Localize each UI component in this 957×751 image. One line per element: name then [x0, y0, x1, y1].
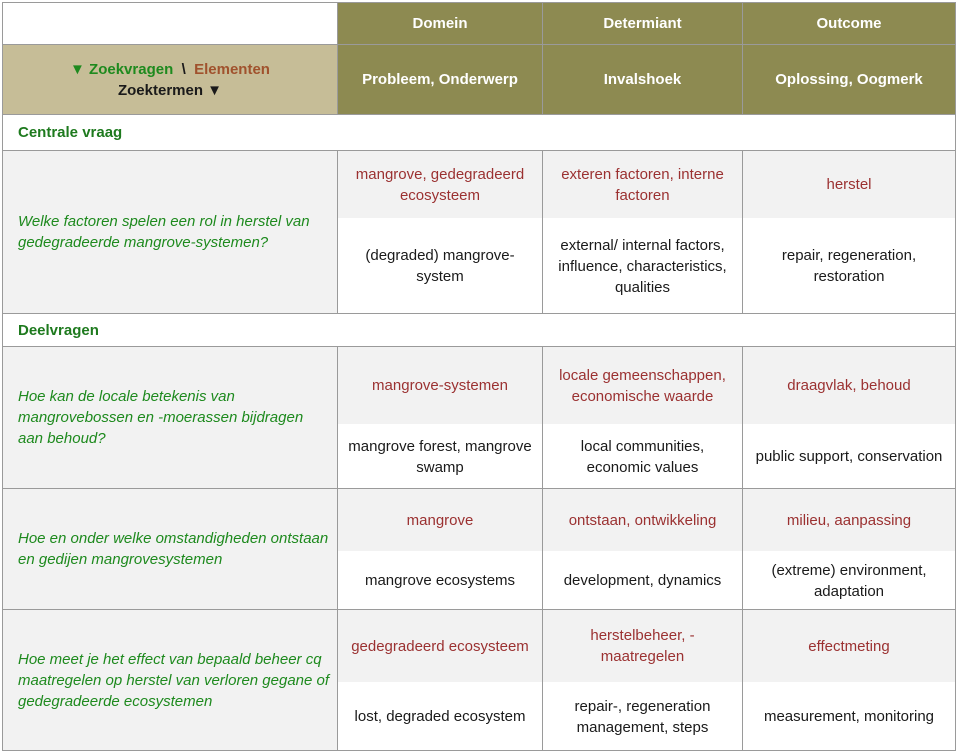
question-text: Hoe meet je het effect van bepaald beheer cq maatregelen op herstel van verloren gegane of gedegradeerde ecosystemen	[3, 610, 338, 751]
column-header-outcome: Outcome	[743, 3, 956, 45]
legend-separator: \	[181, 60, 186, 78]
question-row	[3, 489, 956, 610]
question-row	[3, 610, 956, 751]
determiant-nl: locale gemeenschappen, economische waarde	[543, 347, 742, 425]
domein-cell	[338, 489, 543, 610]
outcome-nl: milieu, aanpassing	[743, 489, 955, 552]
domein-nl: mangrove, gedegradeerd ecosysteem	[338, 151, 542, 219]
outcome-en: public support, conservation	[743, 425, 955, 488]
legend-cell	[3, 45, 338, 115]
question-text: Hoe kan de locale betekenis van mangrovebossen en -moerassen bijdragen aan behoud?	[3, 347, 338, 489]
domein-nl: mangrove-systemen	[338, 347, 542, 425]
determiant-cell	[543, 610, 743, 751]
header-row	[3, 3, 956, 45]
column-header-domein: Domein	[338, 3, 543, 45]
outcome-en: repair, regeneration, restoration	[743, 219, 955, 313]
determiant-cell	[543, 347, 743, 489]
domein-cell	[338, 347, 543, 489]
domein-cell	[338, 151, 543, 314]
outcome-nl: herstel	[743, 151, 955, 219]
subheader-determiant: Invalshoek	[543, 45, 743, 115]
legend-zoekvragen: ▼ Zoekvragen	[70, 60, 174, 78]
domein-en: mangrove forest, mangrove swamp	[338, 425, 542, 488]
outcome-nl: effectmeting	[743, 610, 955, 683]
outcome-cell	[743, 489, 956, 610]
section-row-central	[3, 115, 956, 151]
outcome-cell	[743, 610, 956, 751]
domein-en: lost, degraded ecosystem	[338, 683, 542, 750]
section-title-central: Centrale vraag	[3, 115, 956, 151]
determiant-en: local communities, economic values	[543, 425, 742, 488]
determiant-cell	[543, 489, 743, 610]
determiant-nl: exteren factoren, interne factoren	[543, 151, 742, 219]
subheader-domein: Probleem, Onderwerp	[338, 45, 543, 115]
question-row	[3, 347, 956, 489]
determiant-cell	[543, 151, 743, 314]
determiant-en: external/ internal factors, influence, characteristics, qualities	[543, 219, 742, 313]
column-header-determiant: Determiant	[543, 3, 743, 45]
outcome-cell	[743, 151, 956, 314]
domein-en: mangrove ecosystems	[338, 552, 542, 609]
determiant-en: development, dynamics	[543, 552, 742, 609]
legend-elementen: Elementen	[194, 60, 270, 78]
section-title-sub: Deelvragen	[3, 314, 956, 347]
determiant-nl: herstelbeheer, -maatregelen	[543, 610, 742, 683]
subheader-row	[3, 45, 956, 115]
determiant-nl: ontstaan, ontwikkeling	[543, 489, 742, 552]
domein-cell	[338, 610, 543, 751]
determiant-en: repair-, regeneration management, steps	[543, 683, 742, 750]
outcome-cell	[743, 347, 956, 489]
domein-en: (degraded) mangrove-system	[338, 219, 542, 313]
domein-nl: mangrove	[338, 489, 542, 552]
outcome-nl: draagvlak, behoud	[743, 347, 955, 425]
question-row	[3, 151, 956, 314]
subheader-outcome: Oplossing, Oogmerk	[743, 45, 956, 115]
question-text: Welke factoren spelen een rol in herstel van gedegradeerde mangrove-systemen?	[3, 151, 338, 314]
outcome-en: (extreme) environment, adaptation	[743, 552, 955, 609]
search-matrix-table	[2, 2, 956, 751]
question-text: Hoe en onder welke omstandigheden ontstaan en gedijen mangrovesystemen	[3, 489, 338, 610]
outcome-en: measurement, monitoring	[743, 683, 955, 750]
legend-zoektermen: Zoektermen ▼	[117, 81, 223, 99]
section-row-sub	[3, 314, 956, 347]
domein-nl: gedegradeerd ecosysteem	[338, 610, 542, 683]
header-blank-cell	[3, 3, 338, 45]
